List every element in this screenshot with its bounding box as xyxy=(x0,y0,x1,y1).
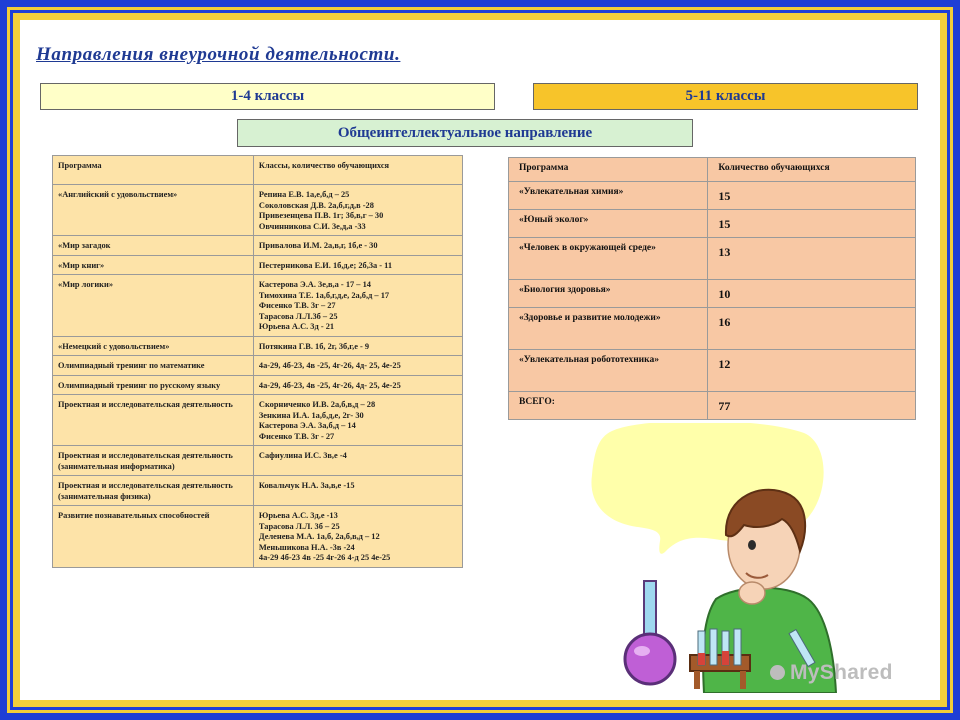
program-cell: «Увлекательная химия» xyxy=(509,182,708,210)
table-row xyxy=(53,336,463,356)
teachers-cell: Юрьева А.С. 3д,е -13 Тарасова Л.Л. 3б – 25 Деленева М.А. 1а,б, 2а,б,в,д – 12 Меньшикова Н.А. -3в -24 4а-29 4б-23 4в -25 4г-26 4-д 25 4е-25 xyxy=(253,506,462,568)
table-row xyxy=(53,506,463,568)
teachers-cell: Скорниченко И.В. 2а,б,в,д – 28 Зенкина И.А. 1а,б,д,е, 2г- 30 Кастерова Э.А. 3а,б,д – 14 Фисенко Т.В. 3г - 27 xyxy=(253,395,462,446)
flask-neck xyxy=(644,581,656,639)
program-cell: «Мир книг» xyxy=(53,255,254,275)
count-cell: 10 xyxy=(708,280,916,308)
program-cell: «Человек в окружающей среде» xyxy=(509,238,708,280)
count-cell: 15 xyxy=(708,210,916,238)
program-cell: «Увлекательная робототехника» xyxy=(509,350,708,392)
program-cell: Проектная и исследовательская деятельность (занимательная физика) xyxy=(53,476,254,506)
flask-icon xyxy=(625,634,675,684)
teachers-cell: Репина Е.В. 1а,е,б,д – 25 Соколовская Д.В. 2а,б,г,д,в -28 Привезенцева П.В. 1г; 3б,в,г – 30 Овчинникова С.И. 3е,д,а -33 xyxy=(253,185,462,236)
program-cell: Олимпиадный тренинг по математике xyxy=(53,356,254,376)
program-cell: «Немецкий с удовольствием» xyxy=(53,336,254,356)
table-row xyxy=(509,280,916,308)
program-cell: «Биология здоровья» xyxy=(509,280,708,308)
table-row xyxy=(53,356,463,376)
table-row xyxy=(53,446,463,476)
table-header-row xyxy=(509,158,916,182)
teachers-cell: 4а-29, 4б-23, 4в -25, 4г-26, 4д- 25, 4е-25 xyxy=(253,375,462,395)
table-row xyxy=(53,275,463,337)
program-cell: Развитие познавательных способностей xyxy=(53,506,254,568)
teachers-cell: Привалова И.М. 2а,в,г, 1б,е - 30 xyxy=(253,236,462,256)
teachers-cell: Потякина Г.В. 1б, 2г, 3б,г,е - 9 xyxy=(253,336,462,356)
table-row xyxy=(53,185,463,236)
count-cell: 13 xyxy=(708,238,916,280)
program-cell: «Английский с удовольствием» xyxy=(53,185,254,236)
teachers-cell: Кастерова Э.А. 3е,в,а - 17 – 14 Тимохина Т.Е. 1а,б,г,д,е, 2а,б,д – 17 Фисенко Т.В. 3г – 27 Тарасова Л.Л.3б – 25 Юрьева А.С. 3д - 21 xyxy=(253,275,462,337)
header-direction: Общеинтеллектуальное направление xyxy=(237,119,693,147)
program-cell: «Мир загадок xyxy=(53,236,254,256)
teachers-cell: Сафиулина И.С. 3в,е -4 xyxy=(253,446,462,476)
table-row xyxy=(53,375,463,395)
boy-hand xyxy=(739,582,765,604)
program-cell: Проектная и исследовательская деятельность xyxy=(53,395,254,446)
teachers-cell: Ковальчук Н.А. 3а,в,е -15 xyxy=(253,476,462,506)
count-cell: 15 xyxy=(708,182,916,210)
teachers-cell: Пестерникова Е.И. 1б,д,е; 2б,3а - 11 xyxy=(253,255,462,275)
table-row xyxy=(53,255,463,275)
header-grades-1-4: 1-4 классы xyxy=(40,83,495,110)
table-row xyxy=(53,476,463,506)
column-header: Классы, количество обучающихся xyxy=(253,156,462,185)
table-row xyxy=(509,182,916,210)
table-row xyxy=(509,238,916,280)
program-cell: Проектная и исследовательская деятельность (занимательная информатика) xyxy=(53,446,254,476)
column-header: Количество обучающихся xyxy=(708,158,916,182)
count-cell: 12 xyxy=(708,350,916,392)
table-header-row xyxy=(53,156,463,185)
column-header: Программа xyxy=(53,156,254,185)
table-row xyxy=(509,210,916,238)
watermark xyxy=(770,661,893,685)
programs-table-5-11 xyxy=(508,157,916,420)
program-cell: ВСЕГО: xyxy=(509,392,708,420)
programs-table-1-4 xyxy=(52,155,463,568)
table-row xyxy=(53,395,463,446)
table-row xyxy=(509,350,916,392)
table-row xyxy=(509,308,916,350)
program-cell: «Мир логики» xyxy=(53,275,254,337)
count-cell: 77 xyxy=(708,392,916,420)
watermark-text: MyShared xyxy=(790,661,893,684)
watermark-logo-icon xyxy=(770,665,785,680)
program-cell: «Здоровье и развитие молодежи» xyxy=(509,308,708,350)
table-row xyxy=(509,392,916,420)
teachers-cell: 4а-29, 4б-23, 4в -25, 4г-26, 4д- 25, 4е-25 xyxy=(253,356,462,376)
table-row xyxy=(53,236,463,256)
count-cell: 16 xyxy=(708,308,916,350)
program-cell: Олимпиадный тренинг по русскому языку xyxy=(53,375,254,395)
boy-with-flask-illustration xyxy=(586,423,844,693)
column-header: Программа xyxy=(509,158,708,182)
header-grades-5-11: 5-11 классы xyxy=(533,83,918,110)
program-cell: «Юный эколог» xyxy=(509,210,708,238)
slide-title: Направления внеурочной деятельности. xyxy=(36,44,401,65)
